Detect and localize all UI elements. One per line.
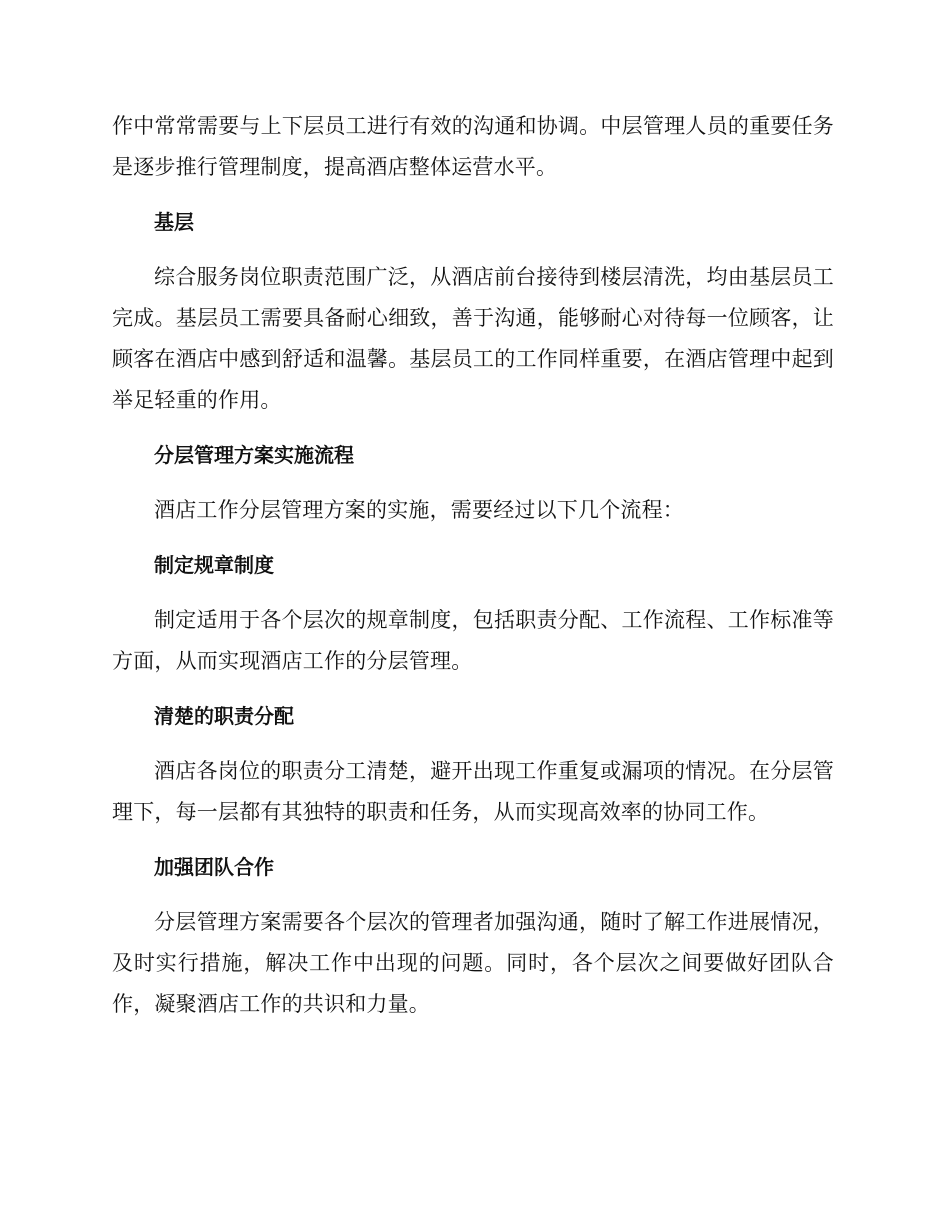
document-page — [112, 106, 834, 1039]
section-heading-responsibilities: 清楚的职责分配 — [154, 704, 294, 728]
section-heading-rules: 制定规章制度 — [154, 553, 274, 577]
section-heading-grassroots: 基层 — [154, 210, 194, 234]
paragraph-continuation: 作中常常需要与上下层员工进行有效的沟通和协调。中层管理人员的重要任务是逐步推行管理制度，提高酒店整体运营水平。 — [112, 114, 834, 179]
paragraph-responsibilities: 酒店各岗位的职责分工清楚，避开出现工作重复或漏项的情况。在分层管理下，每一层都有其独特的职责和任务，从而实现高效率的协同工作。 — [112, 759, 834, 824]
paragraph-implementation-intro: 酒店工作分层管理方案的实施，需要经过以下几个流程： — [154, 498, 684, 522]
paragraph-teamwork: 分层管理方案需要各个层次的管理者加强沟通，随时了解工作进展情况，及时实行措施，解决工作中出现的问题。同时，各个层次之间要做好团队合作，凝聚酒店工作的共识和力量。 — [112, 910, 834, 1016]
paragraph-grassroots: 综合服务岗位职责范围广泛，从酒店前台接待到楼层清洗，均由基层员工完成。基层员工需要具备耐心细致，善于沟通，能够耐心对待每一位顾客，让顾客在酒店中感到舒适和温馨。基层员工的工作同样重要，在酒店管理中起到举足轻重的作用。 — [112, 265, 834, 412]
paragraph-rules: 制定适用于各个层次的规章制度，包括职责分配、工作流程、工作标准等方面，从而实现酒店工作的分层管理。 — [112, 608, 834, 673]
section-heading-teamwork: 加强团队合作 — [154, 855, 274, 879]
section-heading-implementation-process: 分层管理方案实施流程 — [154, 443, 354, 467]
